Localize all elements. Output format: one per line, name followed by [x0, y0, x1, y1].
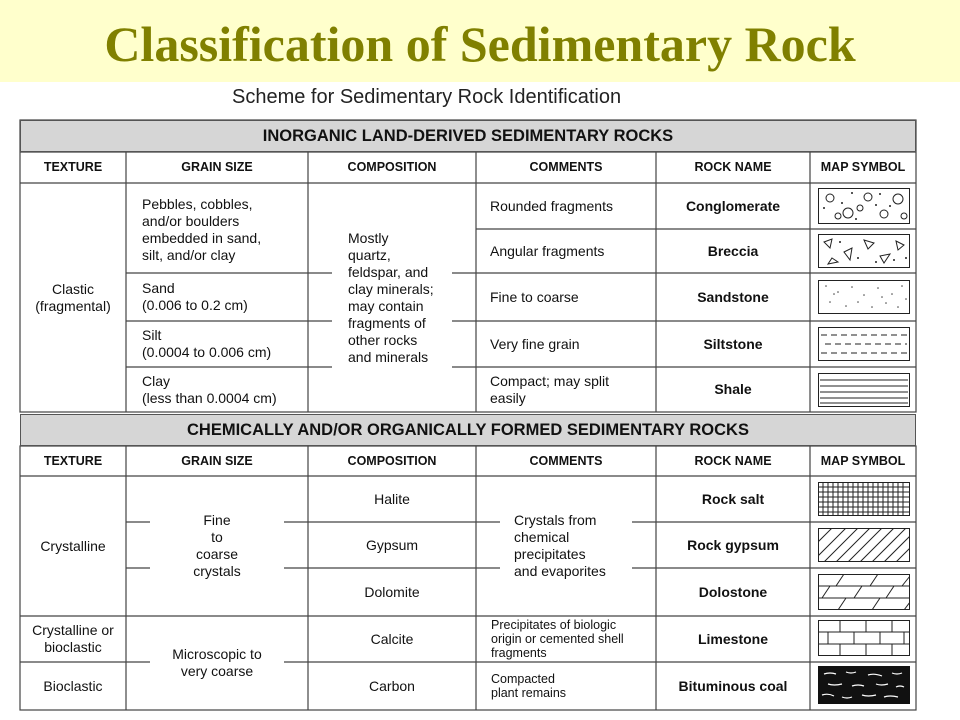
rock-name-sandstone: Sandstone: [697, 288, 769, 305]
texture-crystalline: Crystalline: [40, 537, 106, 554]
header-composition: COMPOSITION: [347, 160, 437, 174]
chemical-section-title: CHEMICALLY AND/OR ORGANICALLY FORMED SEDIMENTARY ROCKS: [20, 414, 916, 446]
header-rock-name-2: ROCK NAME: [694, 453, 772, 468]
breccia-symbol: [818, 234, 910, 268]
page-title: Classification of Sedimentary Rock: [104, 16, 856, 72]
rock-name-limestone: Limestone: [697, 630, 768, 647]
composition-gypsum: Gypsum: [365, 536, 419, 553]
header-texture: TEXTURE: [43, 160, 103, 174]
texture-crystalline-or-bioclastic: Crystalline or bioclastic: [32, 622, 114, 655]
rock-name-rock-gypsum: Rock gypsum: [687, 536, 779, 553]
grain-size-microscopic: Microscopic to very coarse: [172, 646, 262, 679]
header-comments-2: COMMENTS: [529, 453, 603, 468]
header-composition-2: COMPOSITION: [347, 453, 437, 468]
rock-name-bituminous-coal: Bituminous coal: [678, 677, 788, 694]
siltstone-symbol: [818, 327, 910, 361]
composition-halite: Halite: [374, 490, 410, 507]
composition-calcite: Calcite: [370, 630, 414, 647]
limestone-symbol: [818, 620, 910, 656]
dolostone-symbol: [818, 574, 910, 610]
header-texture-2: TEXTURE: [43, 453, 103, 468]
header-rock-name: ROCK NAME: [694, 160, 772, 174]
comment-angular: Angular fragments: [490, 242, 605, 259]
composition-clastic: Mostly quartz, feldspar, and clay minerals; may contain fragments of other rocks and minerals: [348, 229, 434, 365]
texture-bioclastic: Bioclastic: [43, 677, 103, 694]
comment-precipitates-biologic: Precipitates of biologic origin or cemented shell fragments: [491, 618, 624, 660]
rock-name-siltstone: Siltstone: [703, 335, 763, 352]
rock-name-conglomerate: Conglomerate: [685, 197, 781, 214]
inorganic-section-title: INORGANIC LAND-DERIVED SEDIMENTARY ROCKS: [20, 120, 916, 152]
conglomerate-symbol: [818, 188, 910, 224]
rock-name-dolostone: Dolostone: [698, 583, 768, 600]
header-grain-size: GRAIN SIZE: [181, 160, 253, 174]
header-grain-size-2: GRAIN SIZE: [181, 453, 253, 468]
shale-symbol: [818, 373, 910, 407]
grain-size-clay: Clay (less than 0.0004 cm): [142, 372, 277, 406]
texture-clastic: Clastic (fragmental): [35, 280, 111, 314]
comment-rounded: Rounded fragments: [490, 197, 613, 214]
comment-crystals: Crystals from chemical precipitates and evaporites: [514, 512, 606, 579]
grain-size-pebbles: Pebbles, cobbles, and/or boulders embedded in sand, silt, and/or clay: [142, 195, 262, 263]
composition-carbon: Carbon: [369, 677, 415, 694]
grain-size-sand: Sand (0.006 to 0.2 cm): [142, 280, 248, 313]
table-subtitle: Scheme for Sedimentary Rock Identification: [232, 86, 622, 108]
comment-compacted-plant: Compacted plant remains: [491, 672, 567, 700]
rock-name-breccia: Breccia: [707, 242, 759, 259]
rock-name-rock-salt: Rock salt: [701, 490, 765, 507]
rock-salt-symbol: [818, 482, 910, 516]
comment-fine-coarse: Fine to coarse: [490, 288, 579, 305]
header-comments: COMMENTS: [529, 160, 603, 174]
grain-size-silt: Silt (0.0004 to 0.006 cm): [142, 327, 272, 360]
comment-very-fine: Very fine grain: [490, 335, 580, 352]
rock-name-shale: Shale: [714, 381, 752, 397]
header-map-symbol: MAP SYMBOL: [820, 160, 906, 174]
header-map-symbol-2: MAP SYMBOL: [820, 453, 906, 468]
rock-gypsum-symbol: [818, 528, 910, 562]
composition-dolomite: Dolomite: [364, 583, 420, 600]
grain-size-fine-to-coarse: Fine to coarse crystals: [193, 512, 241, 579]
comment-compact: Compact; may split easily: [490, 372, 610, 406]
sandstone-symbol: [818, 280, 910, 314]
coal-symbol: [818, 666, 910, 704]
